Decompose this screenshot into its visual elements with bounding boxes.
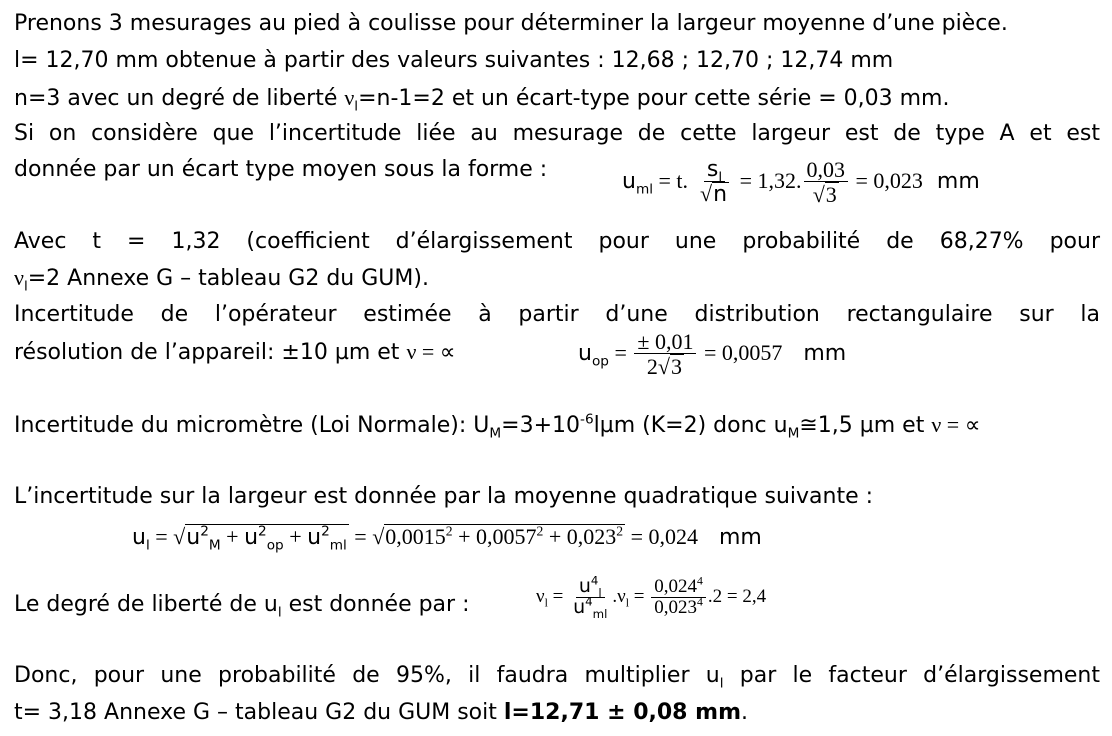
nu-symbol: ν xyxy=(617,585,626,607)
u-subscript: op xyxy=(591,353,609,370)
fraction-denominator xyxy=(697,182,732,206)
nu-subscript: l xyxy=(23,278,28,295)
eq-operator: = t. xyxy=(653,168,689,194)
infinity-text: = ∝ xyxy=(416,339,456,364)
nu-symbol: ν xyxy=(344,85,355,110)
nu-subscript: l xyxy=(354,98,359,115)
nu-subscript: l xyxy=(625,596,629,610)
plus-sign: + xyxy=(220,524,245,549)
eq-operator: = xyxy=(547,585,569,607)
eq-operator: = xyxy=(348,524,373,549)
subscript-M: M xyxy=(489,425,502,442)
text-line-12 xyxy=(14,590,470,620)
subscript-l: l xyxy=(277,604,282,621)
eq-result: = 0,023 xyxy=(850,168,923,194)
u-symbol: u xyxy=(132,525,146,550)
den-factor: 2 xyxy=(646,354,658,380)
fraction-numerator: ± 0,01 xyxy=(634,330,696,354)
fraction-numeric xyxy=(651,574,706,618)
text-line-13-b: par le facteur d’élargissement xyxy=(723,663,1100,688)
den-value: 0,023 xyxy=(654,596,697,618)
text-line-6: Avec t = 1,32 (coefficient d’élargissement pour une probabilité de 68,27% pour xyxy=(14,229,1100,254)
eq-tail: .2 = 2,4 xyxy=(707,585,767,607)
radicand: n xyxy=(713,182,728,208)
text-line-10-a: Incertitude du micromètre (Loi Normale): U xyxy=(14,413,490,438)
text-line-12-a: Le degré de liberté de u xyxy=(14,592,278,617)
term-sup: 2 xyxy=(321,523,330,540)
sqrt-sign: √ xyxy=(657,354,670,380)
num-value: 0,024 xyxy=(654,576,697,597)
value-sup: 2 xyxy=(616,523,624,539)
fraction-value xyxy=(804,158,849,206)
unit-label: mm xyxy=(936,169,980,195)
text-line-12-b: est donnée par : xyxy=(281,592,470,617)
eq-result: = 0,0057 xyxy=(698,340,783,366)
value-sup: 2 xyxy=(445,523,453,539)
superscript-exp: -6 xyxy=(580,411,594,428)
text-line-5: donnée par un écart type moyen sous la forme : xyxy=(14,157,548,182)
fraction-symbolic xyxy=(570,573,610,621)
s-symbol: s xyxy=(706,157,719,182)
sqrt-sign: √ xyxy=(173,524,186,549)
fraction-denominator xyxy=(810,182,842,206)
eq-operator: = xyxy=(149,524,174,549)
u-subscript: l xyxy=(145,537,150,554)
num-sup: 4 xyxy=(696,574,703,588)
term-u-op: u xyxy=(244,525,259,550)
text-line-2: l= 12,70 mm obtenue à partir des valeurs suivantes : 12,68 ; 12,70 ; 12,74 mm xyxy=(14,48,894,73)
fraction-numerator xyxy=(704,157,725,186)
nu-symbol: ν xyxy=(536,585,545,607)
fraction-denominator xyxy=(644,354,687,378)
equation-u-op xyxy=(578,330,846,378)
text-line-14 xyxy=(14,698,748,728)
eq-result: = 0,024 xyxy=(625,524,698,549)
sqrt-sign: √ xyxy=(372,524,385,549)
text-line-3 xyxy=(14,83,949,114)
nu-symbol: ν xyxy=(406,339,417,364)
u-symbol: u xyxy=(578,575,591,597)
infinity-text: = ∝ xyxy=(941,412,981,437)
plus-sign: + xyxy=(543,524,567,549)
unit-label: mm xyxy=(718,525,762,550)
radicand: 3 xyxy=(825,182,837,208)
text-line-13 xyxy=(14,661,1100,691)
den-sup: 4 xyxy=(585,594,593,609)
term-sup: 2 xyxy=(200,523,209,540)
fraction-denominator xyxy=(651,595,706,618)
fraction-op xyxy=(634,330,696,378)
final-result: l=12,71 ± 0,08 mm xyxy=(503,700,741,725)
text-line-10-d: ≅1,5 µm et xyxy=(799,413,932,438)
value-2: 0,0057 xyxy=(476,524,537,549)
eq-middle: = 1,32. xyxy=(734,168,802,194)
text-line-13-a: Donc, pour une probabilité de 95%, il faudra multiplier u xyxy=(14,663,720,688)
value-3: 0,023 xyxy=(566,524,617,549)
text-line-8: Incertitude de l’opérateur estimée à partir d’une distribution rectangulaire sur la xyxy=(14,302,1100,327)
radicand-symbolic xyxy=(185,523,349,554)
text-line-9-a: résolution de l’appareil: ±10 µm et xyxy=(14,340,407,365)
text-line-3-a: n=3 avec un degré de liberté xyxy=(14,86,345,111)
text-line-7-b: =2 Annexe G – tableau G2 du GUM). xyxy=(27,266,429,291)
u-symbol: u xyxy=(622,169,636,195)
equation-u-l xyxy=(132,523,762,554)
fraction-numerator: 0,03 xyxy=(804,158,849,182)
radicand: 3 xyxy=(670,354,682,380)
value-1: 0,0015 xyxy=(385,524,446,549)
num-sub: l xyxy=(598,585,602,600)
term-sub: M xyxy=(208,537,221,554)
den-sup: 4 xyxy=(696,595,703,609)
text-line-3-b: =n-1=2 et un écart-type pour cette série = 0,03 mm. xyxy=(358,86,950,111)
sqrt-sign: √ xyxy=(812,182,825,208)
equation-nu-l xyxy=(536,573,767,621)
text-line-14-a: t= 3,18 Annexe G – tableau G2 du GUM soit xyxy=(14,700,504,725)
text-line-10-c: lµm (K=2) donc u xyxy=(593,413,788,438)
u-symbol: u xyxy=(573,595,586,618)
nu-subscript: l xyxy=(544,596,548,610)
plus-sign: + xyxy=(452,524,477,549)
eq-operator: = xyxy=(629,585,650,607)
text-line-11: L’incertitude sur la largeur est donnée par la moyenne quadratique suivante : xyxy=(14,484,874,509)
dot-operator: . xyxy=(612,585,618,607)
text-line-14-c: . xyxy=(741,700,748,725)
radicand-numeric xyxy=(384,524,625,548)
den-sub: ml xyxy=(592,606,608,621)
text-line-9 xyxy=(14,337,456,368)
subscript-M-2: M xyxy=(787,425,800,442)
equation-u-ml xyxy=(622,158,980,206)
subscript-l: l xyxy=(719,675,724,692)
term-u-M: u xyxy=(186,525,201,550)
term-sub: op xyxy=(266,537,284,554)
text-line-1: Prenons 3 mesurages au pied à coulisse pour déterminer la largeur moyenne d’une pièce. xyxy=(14,11,1008,36)
value-sup: 2 xyxy=(536,523,544,539)
u-symbol: u xyxy=(578,341,592,367)
nu-symbol: ν xyxy=(14,265,24,290)
num-sup: 4 xyxy=(590,573,599,588)
s-subscript: l xyxy=(718,169,723,186)
fraction-s-over-sqrt-n xyxy=(697,158,732,206)
text-line-10-b: =3+10 xyxy=(501,413,581,438)
term-sup: 2 xyxy=(258,523,267,540)
text-line-10 xyxy=(14,410,980,441)
text-line-4: Si on considère que l’incertitude liée au mesurage de cette largeur est de type A et est xyxy=(14,121,1100,146)
nu-symbol: ν xyxy=(931,412,942,437)
sqrt-sign: √ xyxy=(700,181,713,207)
term-u-ml: u xyxy=(307,525,322,550)
term-sub: ml xyxy=(329,537,347,554)
text-line-7 xyxy=(14,263,429,294)
unit-label: mm xyxy=(803,341,847,367)
fraction-denominator xyxy=(570,594,610,621)
eq-operator: = xyxy=(608,340,633,366)
u-subscript: ml xyxy=(635,181,654,198)
plus-sign: + xyxy=(283,524,308,549)
